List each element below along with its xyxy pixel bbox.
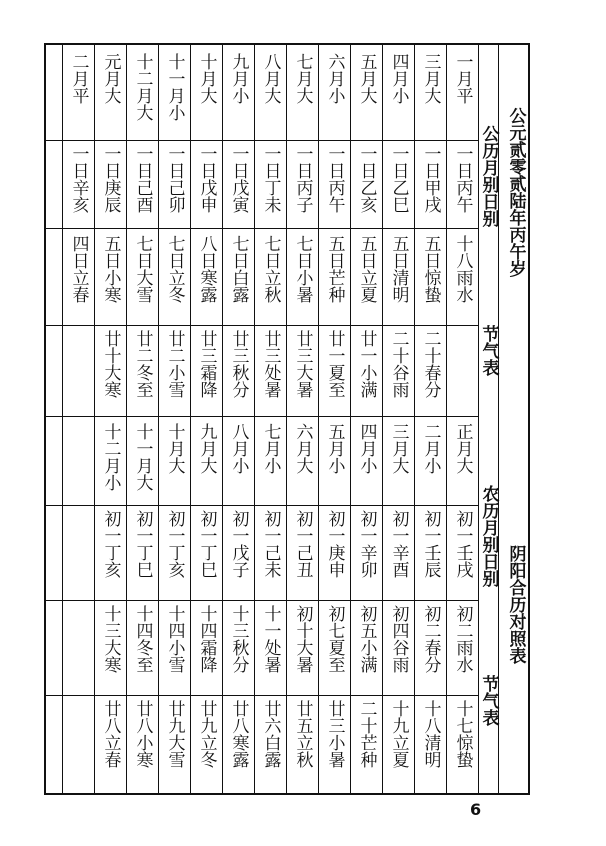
cell-g-day: 一日己酉: [132, 145, 153, 213]
cell-g-month: 六月小: [324, 53, 345, 104]
column-divider: [446, 45, 447, 795]
cell-g-term1: 五日芒种: [324, 235, 345, 303]
cell-g-month: 五月大: [356, 53, 377, 104]
cell-g-term1: 五日惊蛰: [420, 235, 441, 303]
column-divider: [286, 45, 287, 795]
cell-l-month: 正月大: [452, 423, 473, 474]
cell-l-term1: 十三大寒: [100, 605, 121, 673]
cell-g-term2: 廿三处暑: [260, 330, 281, 398]
cell-g-day: 一日丙子: [292, 145, 313, 213]
row-divider: [46, 505, 478, 506]
cell-g-day: 一日戊申: [196, 145, 217, 213]
row-divider: [46, 228, 478, 229]
cell-g-term1: 五日小寒: [100, 235, 121, 303]
cell-g-month: 十二月大: [132, 53, 153, 121]
cell-g-day: 一日甲戌: [420, 145, 441, 213]
column-divider: [126, 45, 127, 795]
cell-g-month: 三月大: [420, 53, 441, 104]
cell-g-month: 十月大: [196, 53, 217, 104]
calendar-subtitle: 阴阳合历对照表: [505, 545, 526, 664]
column-divider: [190, 45, 191, 795]
cell-l-month: 三月大: [388, 423, 409, 474]
cell-l-term1: 十四霜降: [196, 605, 217, 673]
calendar-title: 公元贰零贰陆年丙午岁: [505, 107, 526, 277]
cell-g-term2: 廿一小满: [356, 330, 377, 398]
cell-l-day: 初一丁亥: [164, 510, 185, 578]
cell-g-term1: 五日清明: [388, 235, 409, 303]
cell-l-day: 初一己丑: [292, 510, 313, 578]
cell-l-term1: 初十大暑: [292, 605, 313, 673]
cell-l-term2: 廿八立春: [100, 700, 121, 768]
cell-g-term1: 十八雨水: [452, 235, 473, 303]
cell-g-term2: 廿二冬至: [132, 330, 153, 398]
row-divider: [46, 416, 478, 417]
cell-l-term1: 十四冬至: [132, 605, 153, 673]
cell-g-term1: 七日立冬: [164, 235, 185, 303]
column-divider: [94, 45, 95, 795]
column-divider: [158, 45, 159, 795]
cell-g-day: 一日乙亥: [356, 145, 377, 213]
cell-g-term1: 七日白露: [228, 235, 249, 303]
cell-l-month: 八月小: [228, 423, 249, 474]
cell-l-month: 五月小: [324, 423, 345, 474]
cell-g-term2: 二十谷雨: [388, 330, 409, 398]
column-divider: [318, 45, 319, 795]
row-divider: [46, 325, 478, 326]
cell-g-month: 一月平: [452, 53, 473, 104]
cell-l-term1: 初五小满: [356, 605, 377, 673]
cell-l-term2: 廿五立秋: [292, 700, 313, 768]
cell-l-term1: 十一处暑: [260, 605, 281, 673]
cell-g-term1: 四日立春: [68, 235, 89, 303]
cell-l-term1: 初二雨水: [452, 605, 473, 673]
header-lunar-day: 农历月别日别: [478, 485, 499, 587]
cell-l-term1: 十三秋分: [228, 605, 249, 673]
cell-g-term2: 廿三大暑: [292, 330, 313, 398]
cell-g-term1: 八日寒露: [196, 235, 217, 303]
cell-l-month: 十二月小: [100, 423, 121, 491]
cell-l-term2: 廿九大雪: [164, 700, 185, 768]
cell-l-month: 十月大: [164, 423, 185, 474]
cell-g-term2: 廿三霜降: [196, 330, 217, 398]
page-number: 6: [470, 800, 482, 819]
cell-g-term1: 七日立秋: [260, 235, 281, 303]
column-divider: [414, 45, 415, 795]
cell-g-month: 七月大: [292, 53, 313, 104]
cell-g-term1: 五日立夏: [356, 235, 377, 303]
cell-g-month: 九月小: [228, 53, 249, 104]
cell-g-term2: 廿三秋分: [228, 330, 249, 398]
cell-l-term2: 廿八寒露: [228, 700, 249, 768]
row-divider: [46, 695, 478, 696]
cell-g-month: 八月大: [260, 53, 281, 104]
cell-l-day: 初一己未: [260, 510, 281, 578]
cell-g-day: 一日丁未: [260, 145, 281, 213]
cell-l-term1: 十四小雪: [164, 605, 185, 673]
cell-g-day: 一日丙午: [324, 145, 345, 213]
cell-l-term2: 廿九立冬: [196, 700, 217, 768]
cell-g-day: 一日辛亥: [68, 145, 89, 213]
row-divider: [46, 140, 478, 141]
column-divider: [382, 45, 383, 795]
cell-l-term1: 初四谷雨: [388, 605, 409, 673]
calendar-table: [44, 43, 530, 795]
cell-g-month: 四月小: [388, 53, 409, 104]
cell-l-month: 六月大: [292, 423, 313, 474]
cell-g-day: 一日戊寅: [228, 145, 249, 213]
cell-l-day: 初一庚申: [324, 510, 345, 578]
cell-g-term1: 七日大雪: [132, 235, 153, 303]
column-divider: [254, 45, 255, 795]
cell-l-month: 九月大: [196, 423, 217, 474]
cell-l-day: 初一丁巳: [132, 510, 153, 578]
cell-l-term2: 廿八小寒: [132, 700, 153, 768]
header-lunar-terms: 节气表: [478, 675, 499, 726]
cell-g-term1: 七日小暑: [292, 235, 313, 303]
row-divider: [46, 600, 478, 601]
cell-l-term2: 十八清明: [420, 700, 441, 768]
cell-l-month: 二月小: [420, 423, 441, 474]
column-divider: [62, 45, 63, 795]
cell-g-day: 一日丙午: [452, 145, 473, 213]
cell-l-term2: 廿三小暑: [324, 700, 345, 768]
column-divider: [222, 45, 223, 795]
cell-l-term2: 十七惊蛰: [452, 700, 473, 768]
cell-l-day: 初一壬戌: [452, 510, 473, 578]
cell-g-term2: 二十春分: [420, 330, 441, 398]
cell-l-term2: 二十芒种: [356, 700, 377, 768]
header-gregorian-terms: 节气表: [478, 325, 499, 376]
cell-l-term1: 初七夏至: [324, 605, 345, 673]
cell-l-day: 初一辛酉: [388, 510, 409, 578]
cell-l-month: 四月小: [356, 423, 377, 474]
cell-l-day: 初一戊子: [228, 510, 249, 578]
header-gregorian-day: 公历月别日别: [478, 125, 499, 227]
cell-g-month: 十一月小: [164, 53, 185, 121]
cell-l-term2: 廿六白露: [260, 700, 281, 768]
cell-l-day: 初一壬辰: [420, 510, 441, 578]
column-divider: [350, 45, 351, 795]
cell-g-day: 一日乙巳: [388, 145, 409, 213]
cell-l-term1: 初二春分: [420, 605, 441, 673]
cell-l-month: 七月小: [260, 423, 281, 474]
cell-g-term2: 廿二小雪: [164, 330, 185, 398]
cell-l-day: 初一丁亥: [100, 510, 121, 578]
cell-l-month: 十一月大: [132, 423, 153, 491]
cell-g-term2: 廿十大寒: [100, 330, 121, 398]
cell-g-day: 一日庚辰: [100, 145, 121, 213]
cell-g-term2: 廿一夏至: [324, 330, 345, 398]
cell-g-day: 一日己卯: [164, 145, 185, 213]
cell-l-day: 初一丁巳: [196, 510, 217, 578]
cell-l-term2: 十九立夏: [388, 700, 409, 768]
cell-l-day: 初一辛卯: [356, 510, 377, 578]
cell-g-month: 二月平: [68, 53, 89, 104]
cell-g-month: 元月大: [100, 53, 121, 104]
